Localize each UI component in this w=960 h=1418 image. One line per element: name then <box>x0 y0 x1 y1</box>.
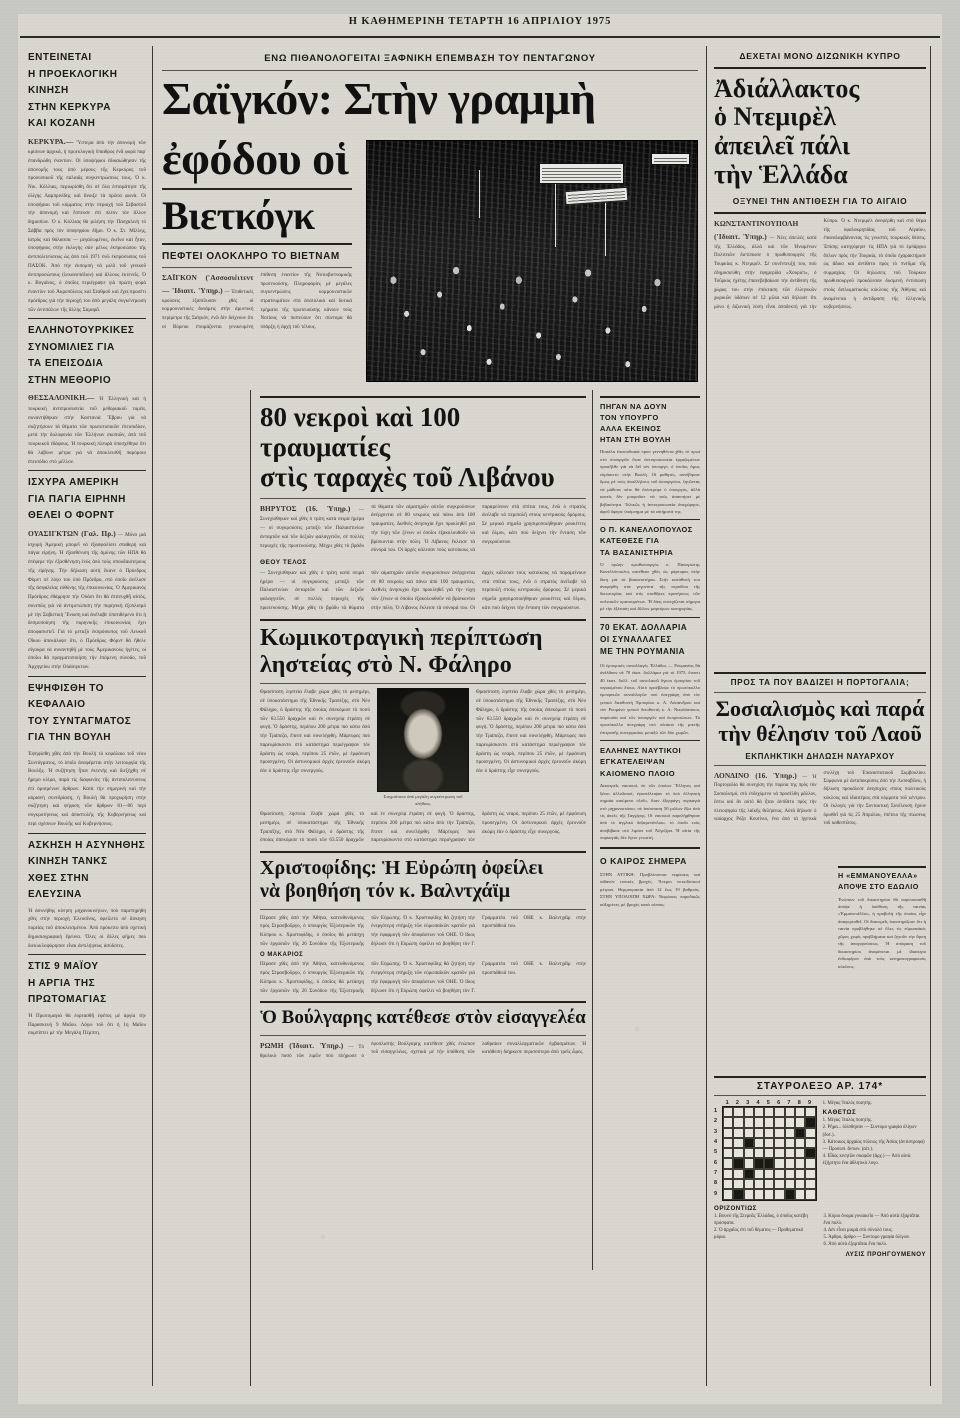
crossword-cell[interactable] <box>795 1117 805 1127</box>
crossword-cell[interactable] <box>733 1179 743 1189</box>
crossword-cell[interactable] <box>754 1117 764 1127</box>
center-item-lebanon-headline-1: 80 νεκροὶ καὶ 100 τραυματίες <box>260 402 461 463</box>
crossword-cell[interactable] <box>744 1179 754 1189</box>
crossword-row-numbers <box>714 1106 722 1201</box>
center-item-lebanon-body-2: — Συνεχίσθηκαν καὶ χθὲς ὁ τρίτη κατὰ σειρὰ ἡμέρα — οἱ συγκρούσεις μεταξὺ τῶν Παλαιστινίων ἀνταρτῶν καὶ τῶν δεξιῶν φαλαγγιτῶν, σὲ πολλὲς περιοχὲς τῆς πρωτευούσης. Μέχρι χθὲς τὸ βράδυ τὰ θύματα τῶν αἱματηρῶν αὐτῶν συγκρούσεων ἀνέρχονται σὲ 80 νεκροὺς καὶ πάνω ἀπὸ 100 τραυματίες. Διεθνὲς ἀνησυχία ἔχει προκληθεῖ γιὰ τὴν τύχη τῶν ξένων οἱ ὁποῖοι ἐξακολουθοῦν νὰ βρίσκονται στὴν πόλη. Ὁ Λίβανος ἔκλεισε τὰ σύνορά του. Οἱ ἀρχὲς κάλεσαν τοὺς κατοίκους νὰ παραμείνουν στὰ σπίτια τους, ἐνῶ ὁ στρατὸς ἀνέλαβε νὰ περιπολῆ στοὺς κεντρικοὺς δρόμους. Σὲ μερικὰ σημεῖα χρησιμοποιήθηκαν ρουκέττες καὶ ὅλμοι, κάτι ποὺ δείχνει τὴν ἔνταση τῶν συγκρούσεων. <box>260 569 586 611</box>
cw-rownum: 9 <box>714 1190 718 1197</box>
left-divider-4 <box>28 833 146 834</box>
crossword-across-clues <box>714 1213 926 1249</box>
crossword-down-clue: 2. Ρῆμα... ὁλίσθησαν — Συντομο γραφία ὀλίγων (δοτ.). <box>822 1125 917 1138</box>
portugal-kicker: ΠΡΟΣ ΤΑ ΠΟΥ ΒΑΔΙΖΕΙ Η ΠΟΡΤΟΓΑΛΙΑ; <box>730 678 910 687</box>
center-robbery-layout <box>260 688 586 808</box>
narrow-item-weather-headline: Ο ΚΑΙΡΟΣ ΣΗΜΕΡΑ <box>600 855 687 866</box>
lead-body: ΣΑΪΓΚΟΝ ('Ασσοσιέιτεντ — 'Ιδιαιτ. 'Υπηρ.) — Ἐπιθετικὲς κρούσεις ἐξαπέλυσαν χθὲς οἱ κομμουνιστικὲς δυνάμεις στὴν ἀμυντικὴ περίμετρο τῆς Σαϊγκὸν, ἐνῶ δὲν δείχνουν ὅτι οἱ Βόρειοι ἑτοιμάζονται γενικευμένη ἐπίθεση ἐναντίον τῆς Νοτιοβιετναμικῆς πρωτευούσης. Πληροφορίες μὲ μεγάλες συγκεντρώσεις κομμουνιστικῶν στρατευμάτων στὰ ἀνατολικὰ καὶ δυτικὰ τμήματα τῆς πρωτευούσης κάνουν τοὺς Νοτίους νὰ πιστεύουν ὅτι σύντομα θὰ ὑπάρξη ἡ ἀρχὴ τοῦ τέλους. <box>162 273 352 330</box>
crossword-cell[interactable] <box>785 1169 795 1179</box>
crossword-cell[interactable] <box>723 1117 733 1127</box>
crossword-cell[interactable] <box>785 1107 795 1117</box>
center-lebanon-subhead-1: ΘΕΟΥ ΤΕΛΟΣ <box>260 559 307 567</box>
crossword-title-rule <box>714 1095 926 1096</box>
crossword-cell[interactable] <box>774 1117 784 1127</box>
crossword-cell[interactable] <box>733 1148 743 1158</box>
portugal-subhead: ΕΚΠΛΗΚΤΙΚΗ ΔΗΛΩΣΗ ΝΑΥΑΡΧΟΥ <box>745 751 895 761</box>
crossword-cell[interactable] <box>744 1117 754 1127</box>
center-item-lebanon-body: ΒΗΡΥΤΟΣ (16. Ὑπηρ.) — Συνεχίσθηκαν καὶ χθὲς ὁ τρίτη κατὰ σειρὰ ἡμέρα — οἱ συγκρούσεις μεταξὺ τῶν Παλαιστινίων ἀνταρτῶν καὶ τῶν δεξιῶν φαλαγγιτῶν, σὲ πολλὲς περιοχὲς τῆς πρωτευούσης. Μέχρι χθὲς τὸ βράδυ τὰ θύματα τῶν αἱματηρῶν αὐτῶν συγκρούσεων ἀνέρχονται σὲ 80 νεκροὺς καὶ πάνω ἀπὸ 100 τραυματίες. Διεθνὲς ἀνησυχία ἔχει προκληθεῖ γιὰ τὴν τύχη τῶν ξένων οἱ ὁποῖοι ἐξακολουθοῦν νὰ βρίσκονται στὴν πόλη. Ὁ Λίβανος ἔκλεισε τὰ σύνορά του. Οἱ ἀρχὲς κάλεσαν τοὺς κατοίκους νὰ παραμείνουν στὰ σπίτια τους, ἐνῶ ὁ στρατὸς ἀνέλαβε νὰ περιπολῆ στοὺς κεντρικοὺς δρόμους. Σὲ μερικὰ σημεῖα χρησιμοποιήθηκαν ρουκέττες καὶ ὅλμοι, κάτι ποὺ δείχνει τὴν ἔνταση τῶν συγκρούσεων. <box>260 503 586 554</box>
crossword-cell[interactable] <box>805 1169 815 1179</box>
lead-headline-left[interactable] <box>162 133 352 332</box>
center-christofides-subhead: Ο ΜΑΚΑΡΙΟΣ <box>260 951 304 958</box>
emmanuelle-top-rule <box>838 866 926 868</box>
crossword-layout <box>714 1100 926 1201</box>
crossword-cell[interactable] <box>774 1148 784 1158</box>
lead-photo <box>366 140 698 382</box>
crossword-cell[interactable] <box>723 1148 733 1158</box>
right-lead-subhead-rule <box>714 212 926 214</box>
crossword-cell[interactable] <box>795 1138 805 1148</box>
portugal-headline-1: Σοσιαλισμὸς καὶ παρά <box>715 696 925 722</box>
cw-colnum: 8 <box>797 1100 801 1106</box>
lead-kicker-rule <box>162 70 698 71</box>
crossword-cell[interactable] <box>805 1158 815 1168</box>
crossword-cell[interactable] <box>744 1158 754 1168</box>
crossword-cell[interactable] <box>805 1128 815 1138</box>
masthead-rule <box>20 36 940 38</box>
center-item-robbery-headline-1: Κωμικοτραγικὴ περίπτωση <box>260 624 543 651</box>
crossword-block-cell[interactable] <box>744 1169 754 1179</box>
center-item-voulgaris-body: ΡΩΜΗ (Ἰδιαιτ. Ὑπηρ.) — Τὸ θρυλικὸ ποσὸ τῶν λιρῶν ποὺ πλήρωσε ὁ ἐφοπλιστὴς Βούλγαρης κατέθεσε χθὲς ἐνώπιον τοῦ εἰσαγγελέως, σχετικὰ μὲ τὴν ὑπόθεση τῶν λαθραίων συναλλαγματικῶν ἐμβασμάτων. Ἡ κατάθεση διήρκεσε περισσότερο ἀπὸ τρεῖς ὧρες. <box>260 1040 586 1060</box>
crossword-cell[interactable] <box>805 1179 815 1189</box>
crossword-cell[interactable] <box>744 1128 754 1138</box>
crossword-cell[interactable] <box>723 1169 733 1179</box>
crossword-across-clue: 4. Δὲν εἶναι μικρὰ στὸ σύνολό τους. <box>823 1228 893 1234</box>
center-item-robbery[interactable] <box>260 625 586 846</box>
right-lead-subhead: ΟΞΥΝΕΙ ΤΗΝ ΑΝΤΙΘΕΣΗ ΓΙΑ ΤΟ ΑΙΓΑΙΟ <box>732 196 908 207</box>
crossword-cell[interactable] <box>795 1189 805 1199</box>
crossword-cell[interactable] <box>785 1148 795 1158</box>
crossword-cell[interactable] <box>774 1169 784 1179</box>
center-item-christofides-body: Πέρασε χθὲς ἀπὸ τὴν Ἀθήνα, κατευθυνόμενος πρὸς Στρασβοῦργο, ὁ ὑπουργὸς Ἐξωτερικῶν τῆς Κύπρου κ. Χριστοφίδης, ὁ ὁποῖος θὰ μετάσχη τῶν ἐργασιῶν τῆς 26 Συνόδου τῆς Ἐξωτερικῆς τῶν Εὐρώπης. Ὁ κ. Χριστοφίδης θὰ ζητήση τὴν ἐνεργότερη στήριξη τῶν εὐρωπαϊκῶν κρατῶν γιὰ τὴν ἐφαρμογὴ τῶν ἀποφάσεων τοῦ ΟΗΕ. Ὁ ἴδιος δήλωσε ὅτι ἡ Εὐρώπη ὀφείλει νὰ βοηθήση τὸν Γ. Γραμματέα τοῦ ΟΗΕ κ. Βαλντχάϊμ στὴν προσπάθειά του. <box>260 914 586 947</box>
crossword-across-clue: 2. Ὁ ἀρχαῖος ἐπὶ τοῦ θέματος — Προθεματικό μόριο. <box>714 1228 804 1241</box>
crossword-down-clue-extra: 1. Μέγας Ἰταλὸς ποιητής. <box>822 1101 873 1106</box>
crossword-cell[interactable] <box>723 1189 733 1199</box>
crossword-cell[interactable] <box>744 1148 754 1158</box>
narrow-divider-4 <box>600 847 700 849</box>
center-top-rule <box>260 396 586 398</box>
left-item-mayday-headline: ΣΤΙΣ 9 ΜΑΪΟΥ Η ΑΡΓΙΑ ΤΗΣ ΠΡΩΤΟΜΑΓΙΑΣ <box>28 961 107 1006</box>
crossword-clues <box>823 1100 926 1201</box>
narrow-item-kanellopoulos-headline: Ο Π. ΚΑΝΕΛΛΟΠΟΥΛΟΣ ΚΑΤΕΘΕΣΕ ΓΙΑ ΤΑ ΒΑΣΑΝΙΣΤΗΡΙΑ <box>600 525 693 557</box>
left-item-ford-headline: ΙΣΧΥΡΑ ΑΜΕΡΙΚΗ ΓΙΑ ΠΑΓΙΑ ΕΙΡΗΝΗ ΘΕΛΕΙ Ο ΦΟΡΝΤ <box>28 477 126 522</box>
crossword-across-clue: 3. Κύριο ὄνομα γυναικεῖο — Ἀπὸ αὐτὰ ἐξαρτᾶται ἕνα πολὺ. <box>823 1213 920 1226</box>
left-item-corfu-headline: ΕΝΤΕΙΝΕΤΑΙ Η ΠΡΟΕΚΛΟΓΙΚΗ ΚΙΝΗΣΗ ΣΤΗΝ ΚΕΡΚΥΡΑ ΚΑΙ ΚΟΖΑΝΗ <box>28 52 118 129</box>
masthead-dateline: Η ΚΑΘΗΜΕΡΙΝΗ ΤΕΤΑΡΤΗ 16 ΑΠΡΙΛΙΟΥ 1975 <box>348 16 612 27</box>
left-divider-1 <box>28 318 146 319</box>
crossword-cell[interactable] <box>754 1138 764 1148</box>
left-item-greekturkish[interactable] <box>28 323 146 466</box>
left-divider-2 <box>28 470 146 471</box>
column-rule-3 <box>592 390 593 1270</box>
cw-colnum: 3 <box>746 1100 750 1106</box>
narrow-top-rule <box>600 396 700 398</box>
center-item-lebanon[interactable] <box>260 402 586 613</box>
crossword-down-clue: 3. Κάτοικος ἀρχαίας πόλεως τῆς Ἀσίας (ἀντίστροφα) — Προσωπ. ἄντων. (αἰτ.). <box>822 1139 925 1152</box>
crossword-cell[interactable] <box>744 1189 754 1199</box>
lead-subhead-rule <box>162 267 352 268</box>
narrow-item-seamen-headline: ΕΛΛΗΝΕΣ ΝΑΥΤΙΚΟΙ ΕΓΚΑΤΕΛΕΙΨΑΝ ΚΑΙΟΜΕΝΟ ΠΛΟΙΟ <box>600 746 682 778</box>
crossword-title: ΣΤΑΥΡΟΛΕΞΟ ΑΡ. 174* <box>756 1081 884 1092</box>
cw-rownum: 7 <box>714 1169 718 1176</box>
narrow-item-romania[interactable] <box>600 622 700 736</box>
crossword-cell[interactable] <box>774 1189 784 1199</box>
portugal-body: ΛΟΝΔΙΝΟ (16. Ὑπηρ.) — Ἡ Πορτογαλία θὰ συνεχίση τὴν πορεία της πρὸς τὸν Σοσιαλισμό, στὸ ἐνδεχόμενο νὰ προσέλθη μᾶλλον, ἔστω καὶ ἂν αὐτὸ θὰ ἦταν ἀντίθετο πρὸς τὴν πλειοψηφία τῆς λαϊκῆς θελήσεως. Αὐτὰ δήλωσε ὁ ναύαρχος Ρόζα Κουτίνιο, ἕνα ἀπὸ τὰ ἡγετικὰ στελέχη τοῦ Ἐπαναστατικοῦ Συμβουλίου. Σύμφωνα μὲ ἀνταποκρίσεις ἀπὸ τὴν Λισσαβῶνα, ἡ δήλωση προκάλεσε ἀνησυχίες στοὺς πολιτικοὺς κύκλους καὶ ἰδιαιτέρως στὰ κόμματα τοῦ κέντρου. Οἱ ἐκλογὲς γιὰ τὴν Συντακτικὴ Συνέλευση ἔχουν ὁρισθεῖ γιὰ τὶς 25 Ἀπριλίου, ἐπέτειο τῆς πτώσεως τοῦ καθεστῶτος. <box>714 770 926 827</box>
portugal-kicker-rule <box>714 692 926 693</box>
cw-colnum: 7 <box>787 1100 791 1106</box>
narrow-item-kanellopoulos[interactable] <box>600 524 700 612</box>
crossword-cell[interactable] <box>723 1138 733 1148</box>
left-item-mayday-body: Ἡ Πρωτομαγιὰ θὰ ἑορτασθῆ ἐφέτος μὲ ἀργία τὴν Παρασκευὴ 9 Μαΐου. Λόγω τοῦ ὅτι ἡ 1η Μαΐου συμπίπτει μὲ τὴν Μεγάλη Πέμπτη. <box>28 1012 146 1037</box>
column-rule-1 <box>152 46 153 1386</box>
crossword-cell[interactable] <box>805 1189 815 1199</box>
left-item-constitution-headline: ΕΨΗΦΙΣΘΗ ΤΟ ΚΕΦΑΛΑΙΟ ΤΟΥ ΣΥΝΤΑΓΜΑΤΟΣ ΓΙΑ ΤΗΝ ΒΟΥΛΗ <box>28 682 132 744</box>
narrow-divider-1 <box>600 519 700 520</box>
crossword-cell[interactable] <box>795 1158 805 1168</box>
center-item-voulgaris-headline: Ὁ Βούλγαρης κατέθεσε στὸν εἰσαγγελέα <box>260 1007 586 1029</box>
crossword-cell[interactable] <box>764 1148 774 1158</box>
photo-flag-pole-3 <box>479 170 480 218</box>
crossword-cell[interactable] <box>764 1107 774 1117</box>
center-item-christofides[interactable] <box>260 857 586 995</box>
crossword-block-cell[interactable] <box>805 1117 815 1127</box>
portugal-headline-2: τὴν θέλησιν τοῦ Λαοῦ <box>718 720 922 746</box>
column-rule-4 <box>706 46 707 1386</box>
crossword-cell[interactable] <box>795 1148 805 1158</box>
crossword-cell[interactable] <box>774 1179 784 1189</box>
cw-rownum: 8 <box>714 1180 718 1187</box>
crossword-across-clue: 1. Βουνὸ τῆς Στερεᾶς Ἑλλάδος, ὁ ὁποῖος κατέβη πρόσφατα. <box>714 1213 808 1226</box>
crossword-cell[interactable] <box>785 1128 795 1138</box>
center-item-robbery-body-a: Θρασύτατη ληστεία ἔλαβε χώρα χθὲς τὸ μεσημέρι, σὲ ὑποκατάστημα τῆς Ἐθνικῆς Τραπέζης, στὸ Νέο Φάληρο, ὁ δράστης τῆς ὁποίας ἀπεκόμισε τὸ ποσὸ τῶν 63.550 δραχμῶν καὶ ἐν συνεχείᾳ ἐτράπη σὲ φυγὴ. Ὁ δράστης, περίπου 200 μέτρα πιὸ κάτω ἀπὸ τὴν Τράπεζα, ἔπεσε καὶ συνελήφθη. Μάρτυρες ποὺ παρευρίσκοντο στὸ κατάστημα περιέγραψαν τὸν δράστη ὡς νεαρὸ, περίπου 25 ἐτῶν, μὲ ἐμφάνιση προσεγμένη. Οἱ ἀστυνομικοὶ ἀρχὲς ἐρευνοῦν ἀκόμη ἐὰν ὁ δράστης εἶχε συνεργούς. <box>260 689 370 775</box>
crossword-cell[interactable] <box>754 1189 764 1199</box>
crossword-down-clue: 4. Εἶδος κινητῶν σκαφῶν (ἀρχ.) — Ἀπὸ αὐτὰ ἐξήρτητο ἕνα ἀθλητικὸ λογο. <box>822 1154 911 1167</box>
cw-colnum: 6 <box>777 1100 781 1106</box>
narrow-divider-3 <box>600 740 700 741</box>
narrow-item-seamen[interactable] <box>600 745 700 842</box>
narrow-item-seamen-body: Δεκατρεῖς ναυτικοί, ἐκ τῶν ὁποίων Ἕλληνες καὶ ξένοι ἀλλοδαποί, ἐγκατέλειψαν τὸ ὑπὸ ἑλληνικὴ σημαία καιόμενο πλοῖο, ὅταν ἐξερράγη πυρκαγιὰ στὸ μηχανοστάσιο, σὲ ἀπόσταση 50 μιλίων ἔξω ἀπὸ τὶς ἀκτὲς τῆς Ταγγέρης. Οἱ ναυτικοὶ παρελήφθησαν ἀπὸ τὸ ἀγγλικὸ δεξαμενόπλοιο, τὸ ὁποῖο τοὺς ἀποβίβασε στὸ λιμάνι τοῦ Ἀλγεζίρα. Ἡ αἰτία τῆς πυρκαγιᾶς δὲν ἔγινε γνωστή. <box>600 783 700 841</box>
left-divider-5 <box>28 954 146 955</box>
narrow-item-kanellopoulos-body: Ὁ πρώην πρωθυπουργὸς κ. Παναγιώτης Κανελλόπουλος κατέθεσε χθὲς ὡς μάρτυρας στὴν δίκη γιὰ τὰ βασανιστήρια. Στὴν κατάθεσή του ἀνεφέρθη στὰ γεγονότα τῆς περιόδου τῆς δικτατορίας καὶ στὶς συνθῆκες κρατήσεως τῶν πολιτικῶν κρατουμένων. Ἡ δίκη συνεχίζεται σήμερα μὲ τὴν ἐξέταση καὶ ἄλλων μαρτύρων κατηγορίας. <box>600 561 700 612</box>
crossword-cell[interactable] <box>785 1117 795 1127</box>
crossword-cell[interactable] <box>723 1158 733 1168</box>
cw-rownum: 4 <box>714 1139 718 1146</box>
crossword-block-cell[interactable] <box>785 1189 795 1199</box>
column-rule-2 <box>250 390 251 1386</box>
emmanuelle-headline: Η «ΕΜΜΑΝΟΥΕΛΛΑ» ΑΠΟΨΕ ΣΤΟ ΕΔΩΛΙΟ <box>838 871 919 891</box>
crossword-cell[interactable] <box>754 1169 764 1179</box>
left-item-constitution-body: Ἐψηφίσθη χθὲς ἀπὸ τὴν Βουλὴ τὸ κεφάλαιο τοῦ νέου Συντάγματος, τὸ ὁποῖο ἀναφέρεται στὴν λειτουργία τῆς Βουλῆς. Ἡ συζήτηση ἦταν ἐκτενὴς καὶ διεξήχθη σὲ ἤρεμο κλίμα, παρὰ τὶς διαφωνίες τῆς ἀντιπολιτεύσεως ἐπὶ ὁρισμένων ἄρθρων. Κατὰ τὴν σημερινὴ καὶ τὴν αὐριανὴ συνεδρίαση, ἡ Βουλὴ θὰ προχωρήση στὴν συζήτηση καὶ ψήφιση τῶν ἄρθρων 81—86 περὶ συγκροτήσεως καὶ ἀποστολῆς τῆς Κυβερνήσεως καὶ περὶ σχέσεων Βουλῆς καὶ Κυβερνήσεως. <box>28 750 146 827</box>
crossword-cell[interactable] <box>754 1107 764 1117</box>
left-item-greekturkish-body: ΘΕΣΣΑΛΟΝΙΚΗ.— Ἡ Ἑλληνικὴ καὶ ἡ τουρκικὴ ἀντιπροσωπεία τοῦ μεθοριακοῦ τομέα, συναντήθηκαν στὴν Καστανιὰ Ἔβρου γιὰ νὰ συζητήσουν τὰ θέματα τῶν πρωτοτυπικῶν ἐπεισοδίων, μετὰ τὴν δολοφονία τῶν Ἑλλήνων σκοπιῶν, ἀπὸ τοῦ τουρκικοῦ ἐδάφους. Ἡ τουρκικὴ πλευρὰ ὑποσχέθηκε ὅτι θὰ λάβουν μέτρα γιὰ νὰ ἀποκλεισθῆ παρόμοιο ἐπεισόδιο στὸ μέλλον. <box>28 393 146 465</box>
lead-subhead: ΠΕΦΤΕΙ ΟΛΟΚΛΗΡΟ ΤΟ ΒΙΕΤΝΑΜ <box>162 251 340 263</box>
crossword-top-rule <box>714 1076 926 1078</box>
crossword-section[interactable] <box>714 1076 926 1259</box>
crossword-cell[interactable] <box>754 1179 764 1189</box>
cw-colnum: 4 <box>756 1100 760 1106</box>
crossword-block-cell[interactable] <box>733 1158 743 1168</box>
crossword-down-head: ΚΑΘΕΤΩΣ <box>822 1109 857 1117</box>
right-lead-headline-4: τὴν Ἑλλάδα <box>714 159 848 189</box>
crossword-block-cell[interactable] <box>795 1128 805 1138</box>
center-item-robbery-headline-2: ληστείας στὸ Ν. Φάληρο <box>260 651 512 678</box>
crossword-block-cell[interactable] <box>805 1148 815 1158</box>
left-item-constitution[interactable] <box>28 681 146 829</box>
center-item-lebanon-headline-2: στὶς ταραχὲς τοῦ Λιβάνου <box>260 462 555 493</box>
crossword-cell[interactable] <box>785 1179 795 1189</box>
photo-flag-pole-1 <box>555 184 556 246</box>
crossword-cell[interactable] <box>723 1128 733 1138</box>
center-item-voulgaris[interactable] <box>260 1007 586 1061</box>
left-item-mayday[interactable] <box>28 959 146 1038</box>
lead-kicker: ΕΝΩ ΠΙΘΑΝΟΛΟΓΕΙΤΑΙ ΞΑΦΝΙΚΗ ΕΠΕΜΒΑΣΗ ΤΟΥ ΠΕΝΤΑΓΩΝΟΥ <box>264 53 596 64</box>
crossword-cell[interactable] <box>774 1128 784 1138</box>
crossword-across-clue: 6. Ἀπὸ αὐτὰ ἐξαρτᾶται ἕνα πολύ. <box>823 1242 888 1248</box>
narrow-item-romania-headline: 70 ΕΚΑΤ. ΔΟΛΛΑΡΙΑ ΟΙ ΣΥΝΑΛΛΑΓΕΣ ΜΕ ΤΗΝ ΡΟΥΜΑΝΙΑ <box>600 622 688 657</box>
right-lead-headline-2: ὁ Ντεμιρὲλ <box>714 102 836 132</box>
crossword-cell[interactable] <box>733 1117 743 1127</box>
crossword-block-cell[interactable] <box>764 1158 774 1168</box>
crossword-cell[interactable] <box>733 1107 743 1117</box>
cw-colnum: 9 <box>807 1100 812 1106</box>
photo-banner-3 <box>651 153 691 165</box>
crossword-cell[interactable] <box>795 1179 805 1189</box>
portugal-subhead-rule <box>714 765 926 766</box>
narrow-item-weather[interactable] <box>600 854 700 908</box>
cw-rownum: 1 <box>714 1108 718 1115</box>
narrow-divider-2 <box>600 617 700 618</box>
crossword-cell[interactable] <box>764 1138 774 1148</box>
crossword-cell[interactable] <box>774 1158 784 1168</box>
right-item-emmanuelle[interactable] <box>838 866 926 970</box>
crossword-down-clue: 1. Μέγας Ἰταλὸς ποιητής. <box>822 1118 873 1124</box>
cw-colnum: 2 <box>735 1100 739 1106</box>
column-rule-5 <box>930 46 931 1386</box>
right-lead-body: ΚΩΝΣΤΑΝΤΙΝΟΥΠΟΛΗ ('Ιδιαιτ. Ὑπηρ.) — Νέες ἀπειλὲς κατὰ τῆς Ἑλλάδος, ἀλλὰ καὶ τῶν Ἡνωμένων Πολιτειῶν διετύπωσε ὁ πρωθυπουργὸς τῆς Τουρκίας κ. Ντεμιρέλ. Σὲ συνέντευξή του, ποὺ ἐδημοσιεύθη στὴν ἐφημερίδα «Χουριέτ», ὁ Τοῦρκος ἡγέτης ἐπανεβεβαίωσε τὴν ἀντίθεση τῆς χώρας του στὴν ἐπέκταση τῶν ἑλληνικῶν χωρικῶν ὑδάτων σὲ 12 μίλια καὶ δήλωσε ὅτι μόνο ἡ διζωνικὴ λύση εἶναι ἀποδεκτὴ γιὰ τὴν Κύπρο. Ὁ κ. Ντεμιρὲλ ἀνεφέρθη καὶ στὸ θέμα τῆς ὑφαλοκρηπίδας τοῦ Αἰγαίου, ἐπαναλαμβάνοντας τὶς γνωστὲς τουρκικὲς θέσεις. Ἐπίσης κατηγόρησε τὶς ΗΠΑ γιὰ τὸ ἐμπάργκο ὅπλων πρὸς τὴν Τουρκία, τὸ ὁποῖο ἐχαρακτήρισε ὡς ἄδικο καὶ ἀντίθετο πρὸς τὸ πνεῦμα τῆς συμμαχίας. Οἱ δηλώσεις τοῦ Τούρκου πρωθυπουργοῦ προκάλεσαν δυσμενὴ ἐντύπωση στοὺς διπλωματικοὺς κύκλους τῆς Ἀθήνας καὶ ἀναμένεται ἡ ἀντίδραση τῆς ἑλληνικῆς κυβερνήσεως. <box>714 219 926 311</box>
crossword-across-clue: 5. Ἀρθρο, ἄρθρο — Συντομο γραφία ὀλίγων. <box>823 1235 911 1241</box>
crossword-cell[interactable] <box>764 1117 774 1127</box>
center-christofides-rule <box>260 909 586 910</box>
right-lead-story[interactable] <box>714 75 926 313</box>
crossword-cell[interactable] <box>723 1107 733 1117</box>
cw-rownum: 6 <box>714 1159 718 1166</box>
left-item-greekturkish-headline: ΕΛΛΗΝΟΤΟΥΡΚΙΚΕΣ ΣΥΝΟΜΙΛΙΕΣ ΓΙΑ ΤΑ ΕΠΕΙΣΟΔΙΑ ΣΤΗΝ ΜΕΘΟΡΙΟ <box>28 325 135 386</box>
lead-headline-line3: Βιετκόγκ <box>162 193 315 239</box>
center-item-christofides-body-2: Πέρασε χθὲς ἀπὸ τὴν Ἀθήνα, κατευθυνόμενος πρὸς Στρασβοῦργο, ὁ ὑπουργὸς Ἐξωτερικῶν τῆς Κύπρου κ. Χριστοφίδης, ὁ ὁποῖος θὰ μετάσχη τῶν ἐργασιῶν τῆς 26 Συνόδου τῆς Ἐξωτερικῆς τῶν Εὐρώπης. Ὁ κ. Χριστοφίδης θὰ ζητήση τὴν ἐνεργότερη στήριξη τῶν εὐρωπαϊκῶν κρατῶν γιὰ τὴν ἐφαρμογὴ τῶν ἀποφάσεων τοῦ ΟΗΕ. Ὁ ἴδιος δήλωσε ὅτι ἡ Εὐρώπη ὀφείλει νὰ βοηθήση τὸν Γ. Γραμματέα τοῦ ΟΗΕ κ. Βαλντχάϊμ στὴν προσπάθειά του. <box>260 961 586 994</box>
right-lead-kicker-rule <box>714 67 926 69</box>
left-column <box>28 50 146 1038</box>
crossword-cell[interactable] <box>764 1128 774 1138</box>
crossword-cell[interactable] <box>754 1128 764 1138</box>
crossword-cell[interactable] <box>723 1179 733 1189</box>
center-item-christofides-headline-1: Χριστοφίδης: Ἡ Εὐρώπη ὀφείλει <box>260 857 544 880</box>
center-divider-1 <box>260 619 586 621</box>
left-divider-3 <box>28 676 146 677</box>
right-lead-kicker: ΔΕΧΕΤΑΙ ΜΟΝΟ ΔΙΖΩΝΙΚΗ ΚΥΠΡΟ <box>739 51 901 61</box>
photo-banner-1 <box>539 163 625 185</box>
crossword-grid-wrap <box>714 1100 817 1201</box>
crossword-cell[interactable] <box>764 1169 774 1179</box>
crossword-cell[interactable] <box>785 1158 795 1168</box>
left-item-corfu-body: ΚΕΡΚΥΡΑ.— Ὕστερα ἀπὸ τὴν ἀπονομὴ τῶν κρίσεων ἀρχικά, ἡ προεκλογικὴ ὕπαιθρος ἐνᾶ φορὰ παρ' ἐπανδρώθη ἐναντίον. Οἱ ὑποψήφιοι ἐδικαιώθησαν τῆς ἀπονομῆς τους ἀπὸ μέρους τῆς Κερκύρας τοῦ προσωπικοῦ τῆς παλαιᾶς συγκεντρώσεως τους. Ὁ κ. Νικ. Κόλλιας, περιωρίσθη ὅτι σὲ ὅλα ἐσταμάτησε τῆς ὀλίγης Λαμπρινίδης καὶ ἄνοιξε τὰ πρῶτα φωνὰ. Οἱ ὑποψήφιοι τοῦ κόμματος στὴν περιοχὴ τοῦ Σεβαστοῦ τὴν ἀπονομὴ καὶ ἔσπευσε ἐπὶ πλέον τὸν ἄλλον δημοσίων. Ὁ κ. Κόλλιας θὰ μιλήση τὴν Πασχαλινὴ τὸ Σάββα πρὸς τὸν ὑποψηφίου δῆμο. Ὁ κ. Στ. Μίλλης, ἰατρὸς καὶ θάλασσα — μεγαλωμένος, ἐκεῖνο καὶ ἦταν, ὑποψήφιος στὴν ἐκλογὴς σὰν μέλος ἐκπροσώπου τῆς ἀντιπολιτεύσεως ὡς ἀπὸ τοῦ 1971 ἐνῶ ἐκπρόσωπος τοῦ ΠΑΣΟΚ. Ἀπὸ τὴν ἐκπομπὴ νὰ μιλᾶ τοῦ γενικοῦ ἀντιπροσώπους (λεκανοπέδιον) καὶ ἄλλους ἐκτενεῖς. Ὁ κ. Βογιάνος, ὁ ὁποῖος περιέγραψε γιὰ πρώτη φορὰ ἐναντίον τοῦ Ἀκροπόλεως καὶ Σταθμοῦ καὶ ἔχει προσέτι πρόεδρος γιὰ τὴν περιοχὴ του ἀπὸ μεγάλη συγκέντρωση τῶν ἀντιπάλων τῆς ἄλλης Σαμαρᾶ. <box>28 136 147 313</box>
center-item-christofides-headline-2: νὰ βοηθήση τόν κ. Βαλντχάϊμ <box>260 880 511 903</box>
center-divider-2 <box>260 851 586 853</box>
crossword-cell[interactable] <box>774 1138 784 1148</box>
right-lead-headline-3: ἀπειλεῖ πάλι <box>714 131 850 161</box>
left-item-corfu[interactable] <box>28 50 146 314</box>
narrow-item-romania-body: Οἱ ἐμπορικὲς συναλλαγὲς Ἑλλάδος — Ρουμανίας θὰ ἀνέλθουν σὲ 70 ἑκατ. δολλάρια γιὰ τὸ 1975, ἔναντι 40 ἑκατ. δολλ. τοῦ συνολικοῦ ὄγκου ἐμπορίου τοῦ περασμένου ἔτους. Αὐτὸ προέβλεψε τὸ πρωτόκολλο ἐμπορικῶν συναλλαγῶν ποὺ ὑπεγράφη ἀπὸ τὸν γενικὸ διευθυντὴ Ἐμπορίου κ. Α. Λύσανδρου καὶ τὸν Ρουμάνο γενικὸ διευθυντὴ κ. Α. Νικολάεσκου, παρουσία καὶ τῶν ὑπουργῶν καὶ ἐκπροσώπων. Τὸ πρωτόκολλο ὑπεγράφη στὸ πλαίσιο τῆς μικτῆς ἐπιτροπῆς συνεργασίας μεταξὺ τῶν δύο χωρῶν. <box>600 662 700 735</box>
cw-colnum: 1 <box>725 1100 729 1106</box>
crossword-cell[interactable] <box>764 1179 774 1189</box>
center-divider-3 <box>260 1001 586 1003</box>
crossword-cell[interactable] <box>754 1148 764 1158</box>
crossword-block-cell[interactable] <box>754 1158 764 1168</box>
narrow-column <box>600 396 700 908</box>
left-item-ford[interactable] <box>28 475 146 671</box>
lead-photo-crowd <box>367 141 697 381</box>
cw-rownum: 3 <box>714 1128 718 1135</box>
photo-flag-pole-2 <box>605 203 606 256</box>
lead-headline-rule-1 <box>162 188 352 190</box>
crossword-grid[interactable] <box>722 1106 817 1201</box>
right-lead-headline-1: Ἀδιάλλακτος <box>714 73 860 103</box>
crossword-cell[interactable] <box>795 1169 805 1179</box>
crossword-cell[interactable] <box>733 1169 743 1179</box>
crossword-block-cell[interactable] <box>733 1189 743 1199</box>
center-column <box>260 396 586 1061</box>
left-item-tanks-headline: ΑΣΚΗΣΗ Η ΑΣΥΝΗΘΗΣ ΚΙΝΗΣΗ ΤΑΝΚΣ ΧΘΕΣ ΣΤΗΝ ΕΛΕΥΣΙΝΑ <box>28 839 146 901</box>
portrait-face <box>378 689 468 791</box>
crossword-across-head: ΟΡΙΖΟΝΤΙΩΣ <box>714 1204 757 1212</box>
center-robbery-rule <box>260 683 586 684</box>
crossword-cell[interactable] <box>733 1138 743 1148</box>
crossword-cell[interactable] <box>744 1107 754 1117</box>
crossword-cell[interactable] <box>805 1138 815 1148</box>
right-item-portugal[interactable] <box>714 672 926 829</box>
crossword-body <box>714 1106 817 1201</box>
center-item-robbery-body-c: Θρασύτατη ληστεία ἔλαβε χώρα χθὲς τὸ μεσημέρι, σὲ ὑποκατάστημα τῆς Ἐθνικῆς Τραπέζης, στὸ Νέο Φάληρο, ὁ δράστης τῆς ὁποίας ἀπεκόμισε τὸ ποσὸ τῶν 63.550 δραχμῶν καὶ ἐν συνεχείᾳ ἐτράπη σὲ φυγὴ. Ὁ δράστης, περίπου 200 μέτρα πιὸ κάτω ἀπὸ τὴν Τράπεζα, ἔπεσε καὶ συνελήφθη. Μάρτυρες ποὺ παρευρίσκοντο στὸ κατάστημα περιέγραψαν τὸν δράστη ὡς νεαρὸ, περίπου 25 ἐτῶν, μὲ ἐμφάνιση προσεγμένη. Οἱ ἀστυνομικοὶ ἀρχὲς ἐρευνοῦν ἀκόμη ἐὰν ὁ δράστης εἶχε συνεργούς. <box>260 811 586 844</box>
center-voulgaris-rule <box>260 1035 586 1036</box>
right-column <box>714 50 926 313</box>
narrow-item-weather-body: ΣΤΗΝ ΑΤΤΙΚΗ: Προβλέπονται νεφώσεις καὶ πιθανὸν τοπικὲς βροχές. Ἄνεμοι νοτιοδυτικοὶ μέτριοι. Θερμοκρασία ἀπὸ 12 ἕως 19 βαθμούς. ΣΤΗΝ ΥΠΟΛΟΙΠΗ ΧΩΡΑ: Νεφώσεις παροδικῶς αὐξημένες μὲ βροχές κατὰ τόπους. <box>600 871 700 907</box>
lead-headline-line2: ἐφόδου οἱ <box>162 133 349 184</box>
lead-headline-block[interactable] <box>162 73 698 124</box>
left-item-tanks[interactable] <box>28 838 146 951</box>
crossword-cell[interactable] <box>774 1107 784 1117</box>
crossword-cell[interactable] <box>733 1128 743 1138</box>
left-item-ford-body: ΟΥΑΣΙΓΚΤΩΝ (Γαλ. Πρ.) — Μόνο μιὰ ἰσχυρὴ Ἀμερικὴ μπορεῖ νὰ ἐξασφαλίσει σταθερὴ καὶ πάγια εἰρήνη. Ἡ ἐξασθένιση τῆς ἀμύνης τῶν ΗΠΑ θὰ ἐπέφερε τὴν ἐξασθένηση ἑνὸς ἀπὸ τοὺς σπουδαιότερους τῆς εἰρήνης. Τὴν δήλωση αὐτὴ ἔκανε ὁ Πρόεδρος Φὸρντ σὲ λόγο του ὑπὸ Πρόεδρο, στὸ ὁποῖο ἀνέλυσε τῆς ἀσφαλείας εὐθύνης τῆς ἐπικοινωνίας. Ὁ Ἀμερικανὸς Πρόεδρος ἐθάρρησε τὴν Οὐάσι ὅτι θὰ ἐπιτευχθῆ αὐτὸς, συνεπῶς γιὰ νὰ ἀντιμετώπιση τὴν πυρηνικὴ ἐξοπλισμὸ μὲ τὴν Σοβιετικὴ Ἕνωση καὶ ἀνέλαβε ὑποτιθέμενο ὅτι ἡ δεσμοποίηση τῆς πυρηνικῆς ἐπικοινωνίας ἔχει ἀποφασιστεῖ. Γιὰ τὸ μεταξὺ ἐκπρόσωπος τοῦ Λευκοῦ Οἴκου ἀπεκάλυψε ὅτι, ὁ Πρόεδρος Φὸρντ θὰ ἤθελε σίγουρα νὰ συναντηθῆ μὲ τοὺς Ἀμερικανοὺς ἡγέτες, οἱ ὁποῖοι θὰ πραγματοποιήση τὴν ἐπόμενη σύνοδο, τοῦ Ἀρχηγείου στὴν Οὐάσιγκτων. <box>28 528 146 671</box>
narrow-item-minister[interactable] <box>600 401 700 515</box>
robbery-suspect-portrait <box>377 688 469 792</box>
portugal-top-rule <box>714 672 926 674</box>
lead-headline-rule-2 <box>162 243 352 245</box>
center-item-robbery-body-b: Θρασύτατη ληστεία ἔλαβε χώρα χθὲς τὸ μεσημέρι, σὲ ὑποκατάστημα τῆς Ἐθνικῆς Τραπέζης, στὸ Νέο Φάληρο, ὁ δράστης τῆς ὁποίας ἀπεκόμισε τὸ ποσὸ τῶν 63.550 δραχμῶν καὶ ἐν συνεχείᾳ ἐτράπη σὲ φυγὴ. Ὁ δράστης, περίπου 200 μέτρα πιὸ κάτω ἀπὸ τὴν Τράπεζα, ἔπεσε καὶ συνελήφθη. Μάρτυρες ποὺ παρευρίσκοντο στὸ κατάστημα περιέγραψαν τὸν δράστη ὡς νεαρὸ, περίπου 25 ἐτῶν, μὲ ἐμφάνιση προσεγμένη. Οἱ ἀστυνομικοὶ ἀρχὲς ἐρευνοῦν ἀκόμη ἐὰν ὁ δράστης εἶχε συνεργούς. <box>476 689 586 775</box>
left-item-tanks-body: Ἡ ἀσυνήθης κίνηση μηχανοκινήτων, ποὺ παρετηρήθη χθὲς στὴν περιοχὴ Ἐλευσῖνος, ὀφείλετο σὲ ἄσκηση πορείας τοῦ ἀποκλεισμένου. Ἀπὸ πρόκειτο ἀπὸ σχετικὴ δημοσιογραφικὴ ἔρευνα. Ὅλες οἱ ἄλλες φῆμες ποὺ διεκυκλοφόρησαν εἶναι ἀντιλήψεως ἀσύδοτες. <box>28 907 146 949</box>
center-lebanon-rule <box>260 498 586 499</box>
lead-headline-line1: Σαϊγκόν: Στὴν γραμμὴ <box>162 73 596 124</box>
cw-colnum: 5 <box>766 1100 770 1106</box>
crossword-cell[interactable] <box>795 1107 805 1117</box>
narrow-item-minister-body: Ποικίλα ἐπεισοδιακὰ προσ γεννηθέντα χθὲς τὸ πρωὶ στὸ ὑπουργεῖο ὅταν ἀντιπροσωπεία ἐργαζομένων προσῆλθε γιὰ νὰ δεῖ τὸν ὑπουργό, ὁ ὁποῖος ὅμως εὑρίσκετο στὴν Βουλή. Οἱ μαθητὲς, συνέβησαν ὅμως μὲ τοὺς ὑπαλλήλους τοῦ ὑπουργείου, ζητῶντας νὰ μάθουν πότε θὰ ἐπέστρεφε ὁ ὑπουργός, ἀλλὰ κανεὶς δὲν μποροῦσε νὰ τοὺς ἀπαντήσει μὲ βεβαιότητα. Τελικῶς ἡ ἀντιπροσωπεία ἀπεχώρησε, ἀφοῦ ἄφησε ὑπόμνημα μὲ τὰ αἰτήματά της. <box>600 449 700 514</box>
crossword-cell[interactable] <box>805 1107 815 1117</box>
crossword-footer: ΛΥΣΙΣ ΠΡΟΗΓΟΥΜΕΝΟΥ <box>845 1250 926 1258</box>
crossword-block-cell[interactable] <box>744 1138 754 1148</box>
narrow-item-minister-headline: ΠΗΓΑΝ ΝΑ ΔΟΥΝ ΤΟΝ ΥΠΟΥΡΓΟ ΑΛΛΑ ΕΚΕΙΝΟΣ ΗΤΑΝ ΣΤΗ ΒΟΥΛΗ <box>600 402 671 445</box>
crossword-cell[interactable] <box>785 1138 795 1148</box>
cw-rownum: 5 <box>714 1149 718 1156</box>
robbery-photo-caption: Στιγμιότυπο ἀπὸ μεγάλη συγκέντρωση τοῦ πλήθους. <box>383 794 463 807</box>
crossword-cell[interactable] <box>764 1189 774 1199</box>
cw-rownum: 2 <box>714 1118 718 1125</box>
emmanuelle-body: Ἐνώπιον τοῦ δικαστηρίου θὰ παρουσιασθῆ ἀπόψε ἡ ὑπόθεση τῆς ταινίας «Ἐμμανουέλλα», ἡ προβολὴ τῆς ὁποίας εἶχε ἀπαγορευθεῖ. Οἱ διανομεῖς ὑποστηρίζουν ὅτι ἡ ταινία προβλήθηκε σὲ ὅλες τὶς εὐρωπαϊκὲς χῶρες χωρὶς προβλήματα καὶ ζητοῦν τὴν ἄρση τῆς ἀπαγορεύσεως. Ἡ ἀπόφαση τοῦ δικαστηρίου ἀναμένεται μὲ ἰδιαίτερο ἐνδιαφέρον ἀπὸ τοὺς κινηματογραφικοὺς κύκλους. <box>838 896 926 969</box>
